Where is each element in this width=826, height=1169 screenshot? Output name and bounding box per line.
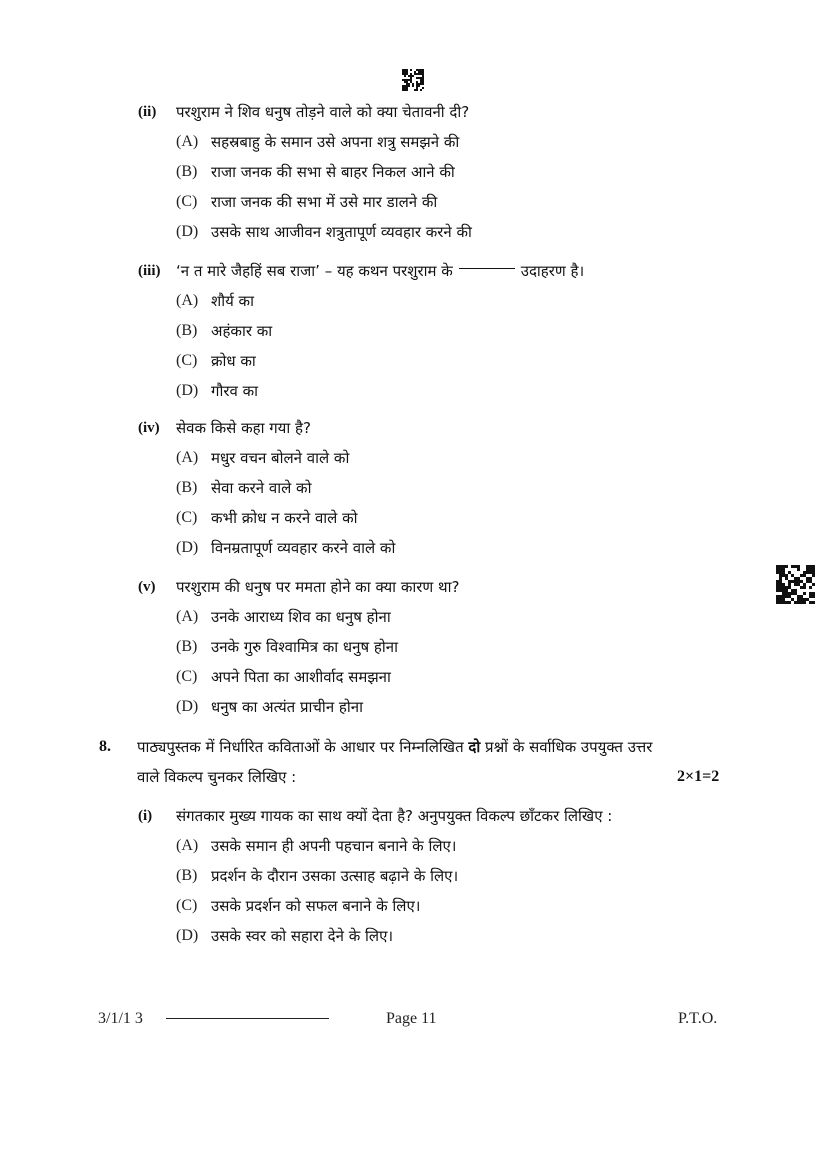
option-text: उसके साथ आजीवन शत्रुतापूर्ण व्यवहार करने की: [211, 223, 472, 241]
option-text: अहंकार का: [211, 322, 273, 340]
instruction-emphasis: दो: [468, 738, 481, 756]
option-letter: (A): [176, 133, 199, 150]
fill-in-blank: [459, 268, 515, 269]
option-text: राजा जनक की सभा में उसे मार डालने की: [211, 193, 438, 211]
option-letter: (B): [176, 322, 198, 339]
option-letter: (A): [176, 449, 199, 466]
question-text: परशुराम की धनुष पर ममता होने का क्या कारण था?: [176, 578, 460, 596]
question-text: [176, 261, 584, 281]
option-text: सेवा करने वाले को: [211, 479, 312, 497]
question-label: (ii): [138, 104, 157, 120]
qr-code-icon: [402, 69, 424, 91]
option-text: राजा जनक की सभा से बाहर निकल आने की: [211, 163, 455, 181]
please-turn-over: P.T.O.: [678, 1010, 718, 1027]
option-letter: (D): [176, 539, 199, 556]
option-text: मधुर वचन बोलने वाले को: [211, 449, 350, 467]
option-text: अपने पिता का आशीर्वाद समझना: [211, 668, 391, 686]
question-instruction-line1: [137, 737, 652, 757]
option-text: गौरव का: [211, 382, 258, 400]
page-number: Page 11: [386, 1010, 437, 1027]
question-number: 8.: [99, 738, 111, 755]
option-letter: (D): [176, 927, 199, 944]
option-letter: (A): [176, 292, 199, 309]
question-label: (iii): [138, 263, 161, 279]
question-label: (iv): [138, 420, 160, 436]
instruction-text: पाठ्यपुस्तक में निर्धारित कविताओं के आधार पर निम्नलिखित: [137, 738, 464, 756]
option-text: सहस्रबाहु के समान उसे अपना शत्रु समझने की: [211, 133, 460, 151]
option-letter: (C): [176, 668, 198, 685]
option-text: क्रोध का: [211, 352, 256, 370]
option-letter: (C): [176, 509, 198, 526]
question-text: सेवक किसे कहा गया है?: [176, 419, 311, 437]
option-letter: (B): [176, 479, 198, 496]
question-label: (v): [138, 579, 156, 595]
question-text-after: उदाहरण है।: [520, 262, 585, 280]
paper-code: 3/1/1 3: [98, 1010, 143, 1027]
option-letter: (D): [176, 698, 199, 715]
qr-code-icon: [776, 565, 816, 605]
option-letter: (D): [176, 223, 199, 240]
option-letter: (B): [176, 867, 198, 884]
option-letter: (B): [176, 163, 198, 180]
option-letter: (C): [176, 897, 198, 914]
footer-divider: [166, 1018, 329, 1019]
question-text: संगतकार मुख्य गायक का साथ क्यों देता है? अनुपयुक्त विकल्प छाँटकर लिखिए :: [176, 807, 613, 825]
option-letter: (A): [176, 837, 199, 854]
option-letter: (D): [176, 382, 199, 399]
option-text: उनके गुरु विश्वामित्र का धनुष होना: [211, 638, 398, 656]
marks-allocation: 2×1=2: [677, 768, 720, 785]
question-instruction-line2: वाले विकल्प चुनकर लिखिए :: [137, 768, 297, 786]
option-text: धनुष का अत्यंत प्राचीन होना: [211, 698, 363, 716]
option-text: उनके आराध्य शिव का धनुष होना: [211, 608, 391, 626]
option-text: शौर्य का: [211, 292, 254, 310]
option-text: उसके स्वर को सहारा देने के लिए।: [211, 927, 394, 945]
instruction-text: प्रश्नों के सर्वाधिक उपयुक्त उत्तर: [485, 738, 653, 756]
option-text: उसके प्रदर्शन को सफल बनाने के लिए।: [211, 897, 421, 915]
option-letter: (A): [176, 608, 199, 625]
option-text: उसके समान ही अपनी पहचान बनाने के लिए।: [211, 837, 457, 855]
question-text-before: ‘न त मारे जैहहिं सब राजा’ – यह कथन परशुराम के: [176, 262, 453, 280]
option-text: कभी क्रोध न करने वाले को: [211, 509, 358, 527]
option-letter: (B): [176, 638, 198, 655]
option-letter: (C): [176, 352, 198, 369]
option-text: विनम्रतापूर्ण व्यवहार करने वाले को: [211, 539, 396, 557]
option-text: प्रदर्शन के दौरान उसका उत्साह बढ़ाने के लिए।: [211, 867, 459, 885]
question-text: परशुराम ने शिव धनुष तोड़ने वाले को क्या चेतावनी दी?: [176, 103, 470, 121]
question-label: (i): [138, 808, 153, 824]
option-letter: (C): [176, 193, 198, 210]
